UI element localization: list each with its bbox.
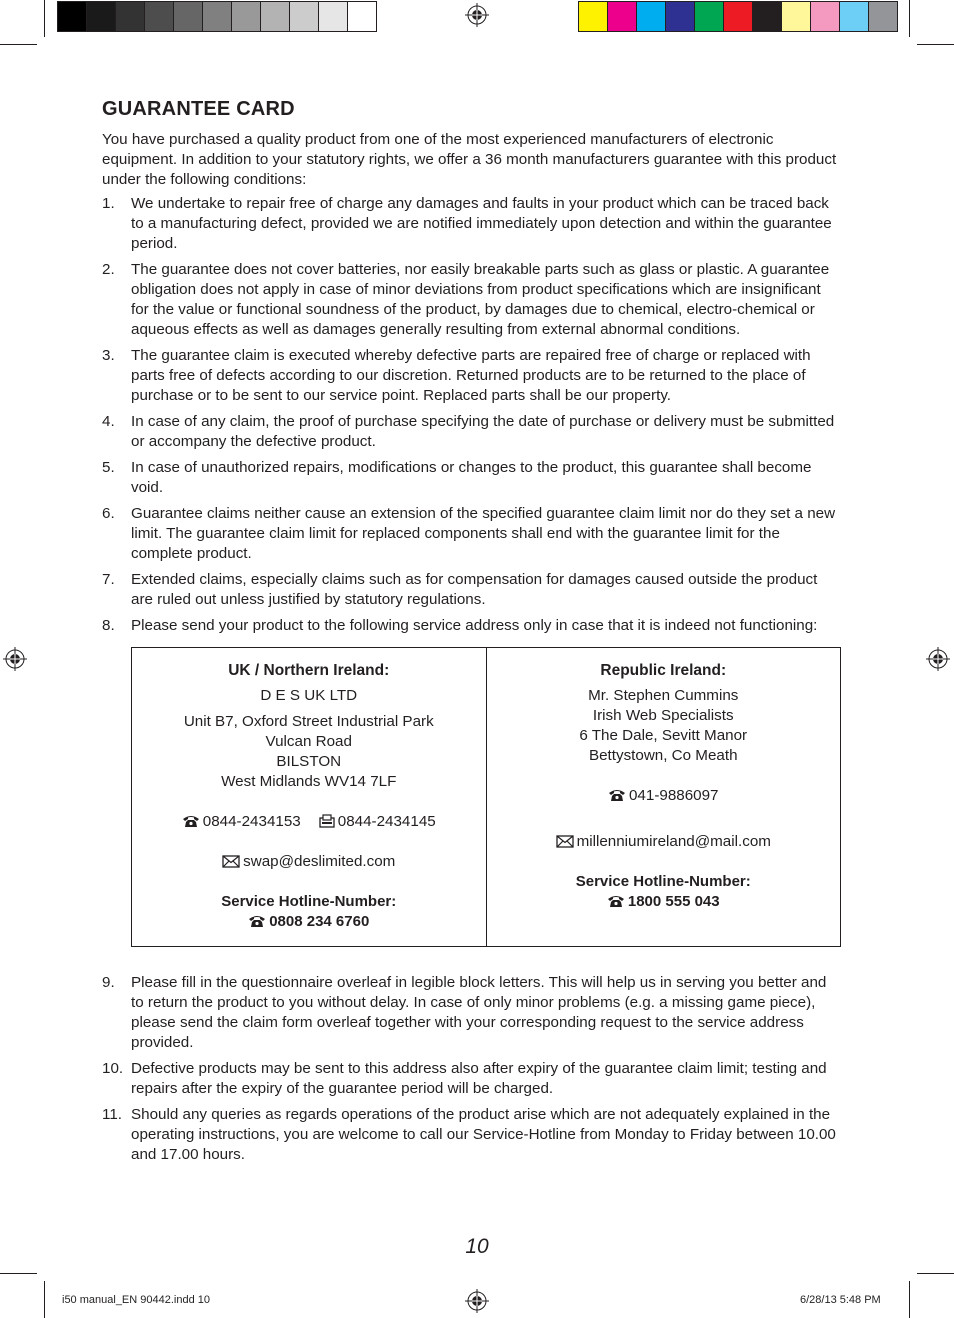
crop-mark xyxy=(0,44,37,45)
list-item xyxy=(102,346,842,406)
file-slug: i50 manual_EN 90442.indd 10 xyxy=(62,1294,211,1306)
color-swatch xyxy=(58,2,87,31)
list-item xyxy=(102,1059,842,1099)
page-number: 10 xyxy=(465,1235,489,1258)
list-item xyxy=(102,973,842,1053)
ireland-email: millenniumireland@mail.com xyxy=(576,833,771,850)
uk-fax: 0844-2434145 xyxy=(337,813,436,830)
color-swatch xyxy=(116,2,145,31)
item-text: Defective products may be sent to this address also after expiry of the guarantee claim limit; testing and repairs after the expiry of the guarantee period will be charged. xyxy=(131,1060,827,1097)
uk-address-cell xyxy=(132,648,487,947)
uk-phone: 0844-2434153 xyxy=(202,813,301,830)
crop-mark xyxy=(909,0,910,37)
item-text: In case of any claim, the proof of purchase specifying the date of purchase or delivery must be submitted or accompany the defective product. xyxy=(131,413,835,450)
uk-email: swap@deslimited.com xyxy=(243,853,396,870)
item-number: 5. xyxy=(102,459,115,476)
color-swatch xyxy=(145,2,174,31)
item-number: 11. xyxy=(102,1106,122,1123)
ireland-address-line: Bettystown, Co Meath xyxy=(588,747,738,764)
date-slug: 6/28/13 5:48 PM xyxy=(800,1294,881,1306)
service-address-table xyxy=(131,647,841,947)
color-swatch xyxy=(579,2,608,31)
color-swatch xyxy=(753,2,782,31)
crop-mark xyxy=(909,1281,910,1318)
color-swatch xyxy=(174,2,203,31)
color-bar xyxy=(578,1,898,32)
color-swatch xyxy=(840,2,869,31)
color-swatch xyxy=(782,2,811,31)
item-text: Should any queries as regards operations of the product arise which are not adequately explained in the operating instructions, you are welcome to call our Service-Hotline from Monday to Friday between 10.00 and 17.00 hours. xyxy=(131,1106,836,1163)
item-number: 8. xyxy=(102,617,115,634)
envelope-icon xyxy=(222,855,240,868)
color-swatch xyxy=(87,2,116,31)
ireland-address-line: 6 The Dale, Sevitt Manor xyxy=(579,727,748,744)
item-number: 3. xyxy=(102,347,115,364)
ireland-hotline-line xyxy=(495,892,833,912)
color-swatch xyxy=(637,2,666,31)
grayscale-bar xyxy=(57,1,377,32)
ireland-phone: 041-9886097 xyxy=(628,787,719,804)
uk-address-line: Vulcan Road xyxy=(265,733,352,750)
phone-icon xyxy=(608,788,626,802)
list-item xyxy=(102,412,842,452)
color-swatch xyxy=(348,2,376,31)
page-title: GUARANTEE CARD xyxy=(102,98,295,120)
fax-icon xyxy=(319,814,335,828)
ireland-email-line xyxy=(495,832,833,852)
list-item xyxy=(102,504,842,564)
item-number: 10. xyxy=(102,1060,124,1077)
ireland-hotline: 1800 555 043 xyxy=(627,893,720,910)
item-text: Guarantee claims neither cause an extension of the specified guarantee claim limit nor do they set a new limit. The guarantee claim limit for replaced components shall end with the guarantee limit for the complete product. xyxy=(131,505,836,562)
uk-company: D E S UK LTD xyxy=(260,687,358,704)
item-text: In case of unauthorized repairs, modifications or changes to the product, this guarantee shall become void. xyxy=(131,459,812,496)
color-swatch xyxy=(666,2,695,31)
item-text: Please fill in the questionnaire overleaf in legible block letters. This will help us in serving you better and to return the product to you without delay. In case of only minor problems (e.g. a missing game piece), please send the claim form overleaf together with your corresponding request to the service address provided. xyxy=(131,974,827,1051)
color-swatch xyxy=(232,2,261,31)
list-item xyxy=(102,458,842,498)
registration-mark-icon xyxy=(926,647,950,671)
phone-icon xyxy=(182,814,200,828)
item-text: The guarantee claim is executed whereby defective parts are repaired free of charge or replaced with parts free of defects according to our discretion. Returned products are to be returned to the place of purchase or to be sent to our service point. Replaced parts shall be our property. xyxy=(131,347,811,404)
conditions-list xyxy=(102,194,842,636)
item-number: 6. xyxy=(102,505,115,522)
color-swatch xyxy=(290,2,319,31)
ireland-address-cell xyxy=(486,648,841,947)
item-text: We undertake to repair free of charge any damages and faults in your product which can be traced back to a manufacturing defect, provided we are notified immediately upon detection and within the guarantee period. xyxy=(131,195,832,252)
color-swatch xyxy=(869,2,897,31)
phone-icon xyxy=(607,894,625,908)
ireland-address-line: Irish Web Specialists xyxy=(592,707,734,724)
item-number: 2. xyxy=(102,261,115,278)
crop-mark xyxy=(44,0,45,37)
list-item xyxy=(102,616,842,636)
crop-mark xyxy=(917,44,954,45)
envelope-icon xyxy=(556,835,574,848)
color-swatch xyxy=(724,2,753,31)
item-text: The guarantee does not cover batteries, nor easily breakable parts such as glass or plastic. A guarantee obligation does not apply in case of minor deviations from product specifications which are insignificant for the value or functional soundness of the product, by damages due to chemical, electro-chemical or aqueous effects as well as damages generally resulting from external abnormal conditions. xyxy=(131,261,830,338)
list-item xyxy=(102,194,842,254)
crop-mark xyxy=(0,1273,37,1274)
list-item xyxy=(102,570,842,610)
uk-address-line: BILSTON xyxy=(276,753,342,770)
registration-mark-icon xyxy=(465,3,489,27)
item-number: 1. xyxy=(102,195,115,212)
item-number: 7. xyxy=(102,571,115,588)
color-swatch xyxy=(261,2,290,31)
ireland-hotline-label: Service Hotline-Number: xyxy=(575,873,751,890)
crop-mark xyxy=(44,1281,45,1318)
uk-hotline: 0808 234 6760 xyxy=(269,913,370,930)
color-swatch xyxy=(608,2,637,31)
uk-address-line: Unit B7, Oxford Street Industrial Park xyxy=(183,713,434,730)
uk-hotline-line xyxy=(140,912,478,932)
ireland-address-line: Mr. Stephen Cummins xyxy=(588,687,739,704)
list-item xyxy=(102,1105,842,1165)
uk-heading: UK / Northern Ireland: xyxy=(228,662,390,679)
item-text: Please send your product to the following service address only in case that it is indeed not functioning: xyxy=(131,617,818,634)
color-swatch xyxy=(811,2,840,31)
item-text: Extended claims, especially claims such as for compensation for damages caused outside the product are ruled out unless justified by statutory regulations. xyxy=(131,571,818,608)
color-swatch xyxy=(203,2,232,31)
list-item xyxy=(102,260,842,340)
ireland-heading: Republic Ireland: xyxy=(600,662,727,679)
crop-mark xyxy=(917,1273,954,1274)
intro-text: You have purchased a quality product from one of the most experienced manufacturers of electronic equipment. In addition to your statutory rights, we offer a 36 month manufacturers guarantee with this product under the following conditions: xyxy=(102,131,837,188)
phone-icon xyxy=(248,914,266,928)
item-number: 9. xyxy=(102,974,115,991)
guarantee-card xyxy=(102,98,842,1171)
item-number: 4. xyxy=(102,413,115,430)
conditions-list-continued xyxy=(102,973,842,1165)
registration-mark-icon xyxy=(3,647,27,671)
uk-contact-line xyxy=(140,812,478,832)
ireland-phone-line xyxy=(495,786,833,806)
registration-mark-icon xyxy=(465,1289,489,1313)
uk-address-line: West Midlands WV14 7LF xyxy=(221,773,397,790)
uk-hotline-label: Service Hotline-Number: xyxy=(221,893,397,910)
color-swatch xyxy=(695,2,724,31)
color-swatch xyxy=(319,2,348,31)
uk-email-line xyxy=(140,852,478,872)
